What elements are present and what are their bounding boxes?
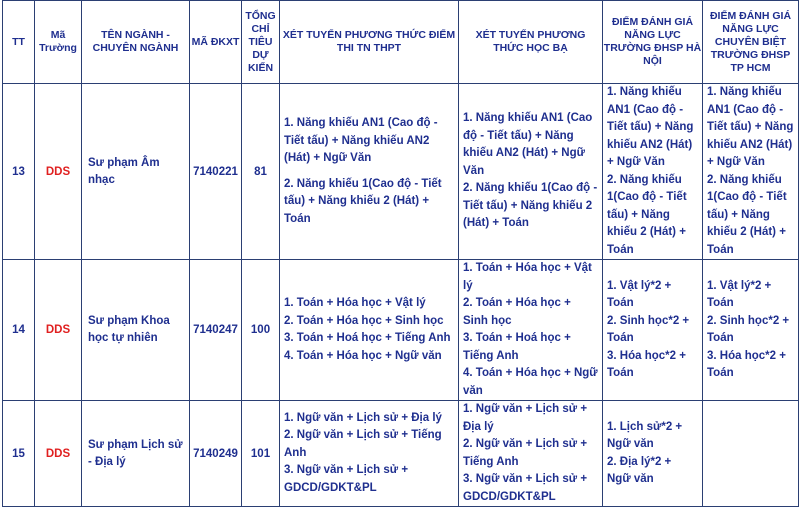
header-ten-nganh: TÊN NGÀNH - CHUYÊN NGÀNH [82, 1, 190, 84]
table-row [3, 260, 799, 401]
list-item: 4. Toán + Hóa học + Ngữ văn [463, 367, 598, 397]
row-ma-dkxt: 7140249 [190, 401, 242, 507]
row-nang-luc-hcm [703, 260, 799, 401]
list-item: 2. Ngữ văn + Lịch sử + Tiếng Anh [463, 438, 588, 468]
header-thi-tn: XÉT TUYỂN PHƯƠNG THỨC ĐIỂM THI TN THPT [280, 1, 459, 84]
row-thi-tn [280, 84, 459, 260]
header-tong-chi-tieu: TỔNG CHỈ TIÊU DỰ KIẾN [242, 1, 280, 84]
list-item: 2. Địa lý*2 + Ngữ văn [607, 455, 672, 485]
row-ma-truong: DDS [35, 401, 82, 507]
row-hoc-ba [459, 260, 603, 401]
row-nang-luc-hcm [703, 401, 799, 507]
list-item: 3. Ngữ văn + Lịch sử + GDCD/GDKT&PL [463, 473, 588, 503]
list-item: 2. Toán + Hóa học + Sinh học [463, 297, 571, 327]
list-item: 3. Ngữ văn + Lịch sử + GDCD/GDKT&PL [284, 464, 409, 494]
row-ma-dkxt: 7140221 [190, 84, 242, 260]
list-item: 1. Ngữ văn + Lịch sử + Địa lý [463, 403, 588, 433]
row-tt: 14 [3, 260, 35, 401]
header-nang-luc-hcm: ĐIỂM ĐÁNH GIÁ NĂNG LỰC CHUYÊN BIỆT TRƯỜNG ĐHSP TP HCM [703, 1, 799, 84]
header-row [3, 1, 799, 84]
row-ma-dkxt: 7140247 [190, 260, 242, 401]
list-item: 2. Năng khiếu 1(Cao độ - Tiết tấu) + Năng khiếu 2 (Hát) + Toán [463, 182, 598, 230]
row-ma-truong: DDS [35, 84, 82, 260]
list-item: 1. Năng khiếu AN1 (Cao độ - Tiết tấu) + Năng khiếu AN2 (Hát) + Ngữ Văn [707, 86, 794, 168]
row-thi-tn [280, 401, 459, 507]
header-nang-luc-hn: ĐIỂM ĐÁNH GIÁ NĂNG LỰC TRƯỜNG ĐHSP HÀ NỘI [603, 1, 703, 84]
header-ma-dkxt: MÃ ĐKXT [190, 1, 242, 84]
list-item: 3. Hóa học*2 + Toán [607, 349, 686, 379]
list-item: 2. Năng khiếu 1(Cao độ - Tiết tấu) + Năng khiếu 2 (Hát) + Toán [284, 177, 442, 225]
list-item: 1. Ngữ văn + Lịch sử + Địa lý [284, 411, 442, 424]
list-item: 1. Năng khiếu AN1 (Cao độ - Tiết tấu) + Năng khiếu AN2 (Hát) + Ngữ Văn [284, 117, 438, 164]
row-chi-tieu: 101 [242, 401, 280, 507]
row-tt: 15 [3, 401, 35, 507]
list-item: 1. Vật lý*2 + Toán [707, 279, 772, 309]
list-item: 1. Toán + Hóa học + Vật lý [463, 262, 592, 292]
row-hoc-ba [459, 84, 603, 260]
list-item: 2. Sinh học*2 + Toán [607, 314, 690, 344]
admission-table [2, 0, 799, 507]
list-item: 2. Toán + Hóa học + Sinh học [284, 314, 444, 327]
header-tt: TT [3, 1, 35, 84]
list-item: 2. Năng khiếu 1(Cao độ - Tiết tấu) + Năng khiếu 2 (Hát) + Toán [707, 173, 787, 256]
row-hoc-ba [459, 401, 603, 507]
list-item: 2. Ngữ văn + Lịch sử + Tiếng Anh [284, 429, 442, 459]
row-nang-luc-hcm [703, 84, 799, 260]
list-item: 1. Vật lý*2 + Toán [607, 279, 672, 309]
row-nang-luc-hn [603, 260, 703, 401]
list-item: 4. Toán + Hóa học + Ngữ văn [284, 349, 442, 362]
list-item: 1. Lịch sử*2 + Ngữ văn [607, 420, 683, 450]
row-ma-truong: DDS [35, 260, 82, 401]
row-chi-tieu: 81 [242, 84, 280, 260]
header-ma-truong: Mã Trường [35, 1, 82, 84]
row-thi-tn [280, 260, 459, 401]
list-item: 3. Toán + Hoá học + Tiếng Anh [463, 332, 571, 362]
list-item: 2. Sinh học*2 + Toán [707, 314, 790, 344]
row-ten-nganh: Sư phạm Khoa học tự nhiên [82, 260, 190, 401]
table-row [3, 401, 799, 507]
row-ten-nganh: Sư phạm Âm nhạc [82, 84, 190, 260]
table-row [3, 84, 799, 260]
row-nang-luc-hn [603, 401, 703, 507]
list-item: 1. Năng khiếu AN1 (Cao độ - Tiết tấu) + Năng khiếu AN2 (Hát) + Ngữ Văn [607, 86, 694, 168]
header-hoc-ba: XÉT TUYỂN PHƯƠNG THỨC HỌC BẠ [459, 1, 603, 84]
row-ten-nganh: Sư phạm Lịch sử - Địa lý [82, 401, 190, 507]
row-nang-luc-hn [603, 84, 703, 260]
list-item: 2. Năng khiếu 1(Cao độ - Tiết tấu) + Năng khiếu 2 (Hát) + Toán [607, 173, 687, 256]
row-chi-tieu: 100 [242, 260, 280, 401]
list-item: 1. Toán + Hóa học + Vật lý [284, 297, 426, 309]
list-item: 3. Toán + Hoá học + Tiếng Anh [284, 332, 451, 344]
row-tt: 13 [3, 84, 35, 260]
list-item: 1. Năng khiếu AN1 (Cao độ - Tiết tấu) + Năng khiếu AN2 (Hát) + Ngữ Văn [463, 112, 593, 177]
list-item: 3. Hóa học*2 + Toán [707, 349, 786, 379]
